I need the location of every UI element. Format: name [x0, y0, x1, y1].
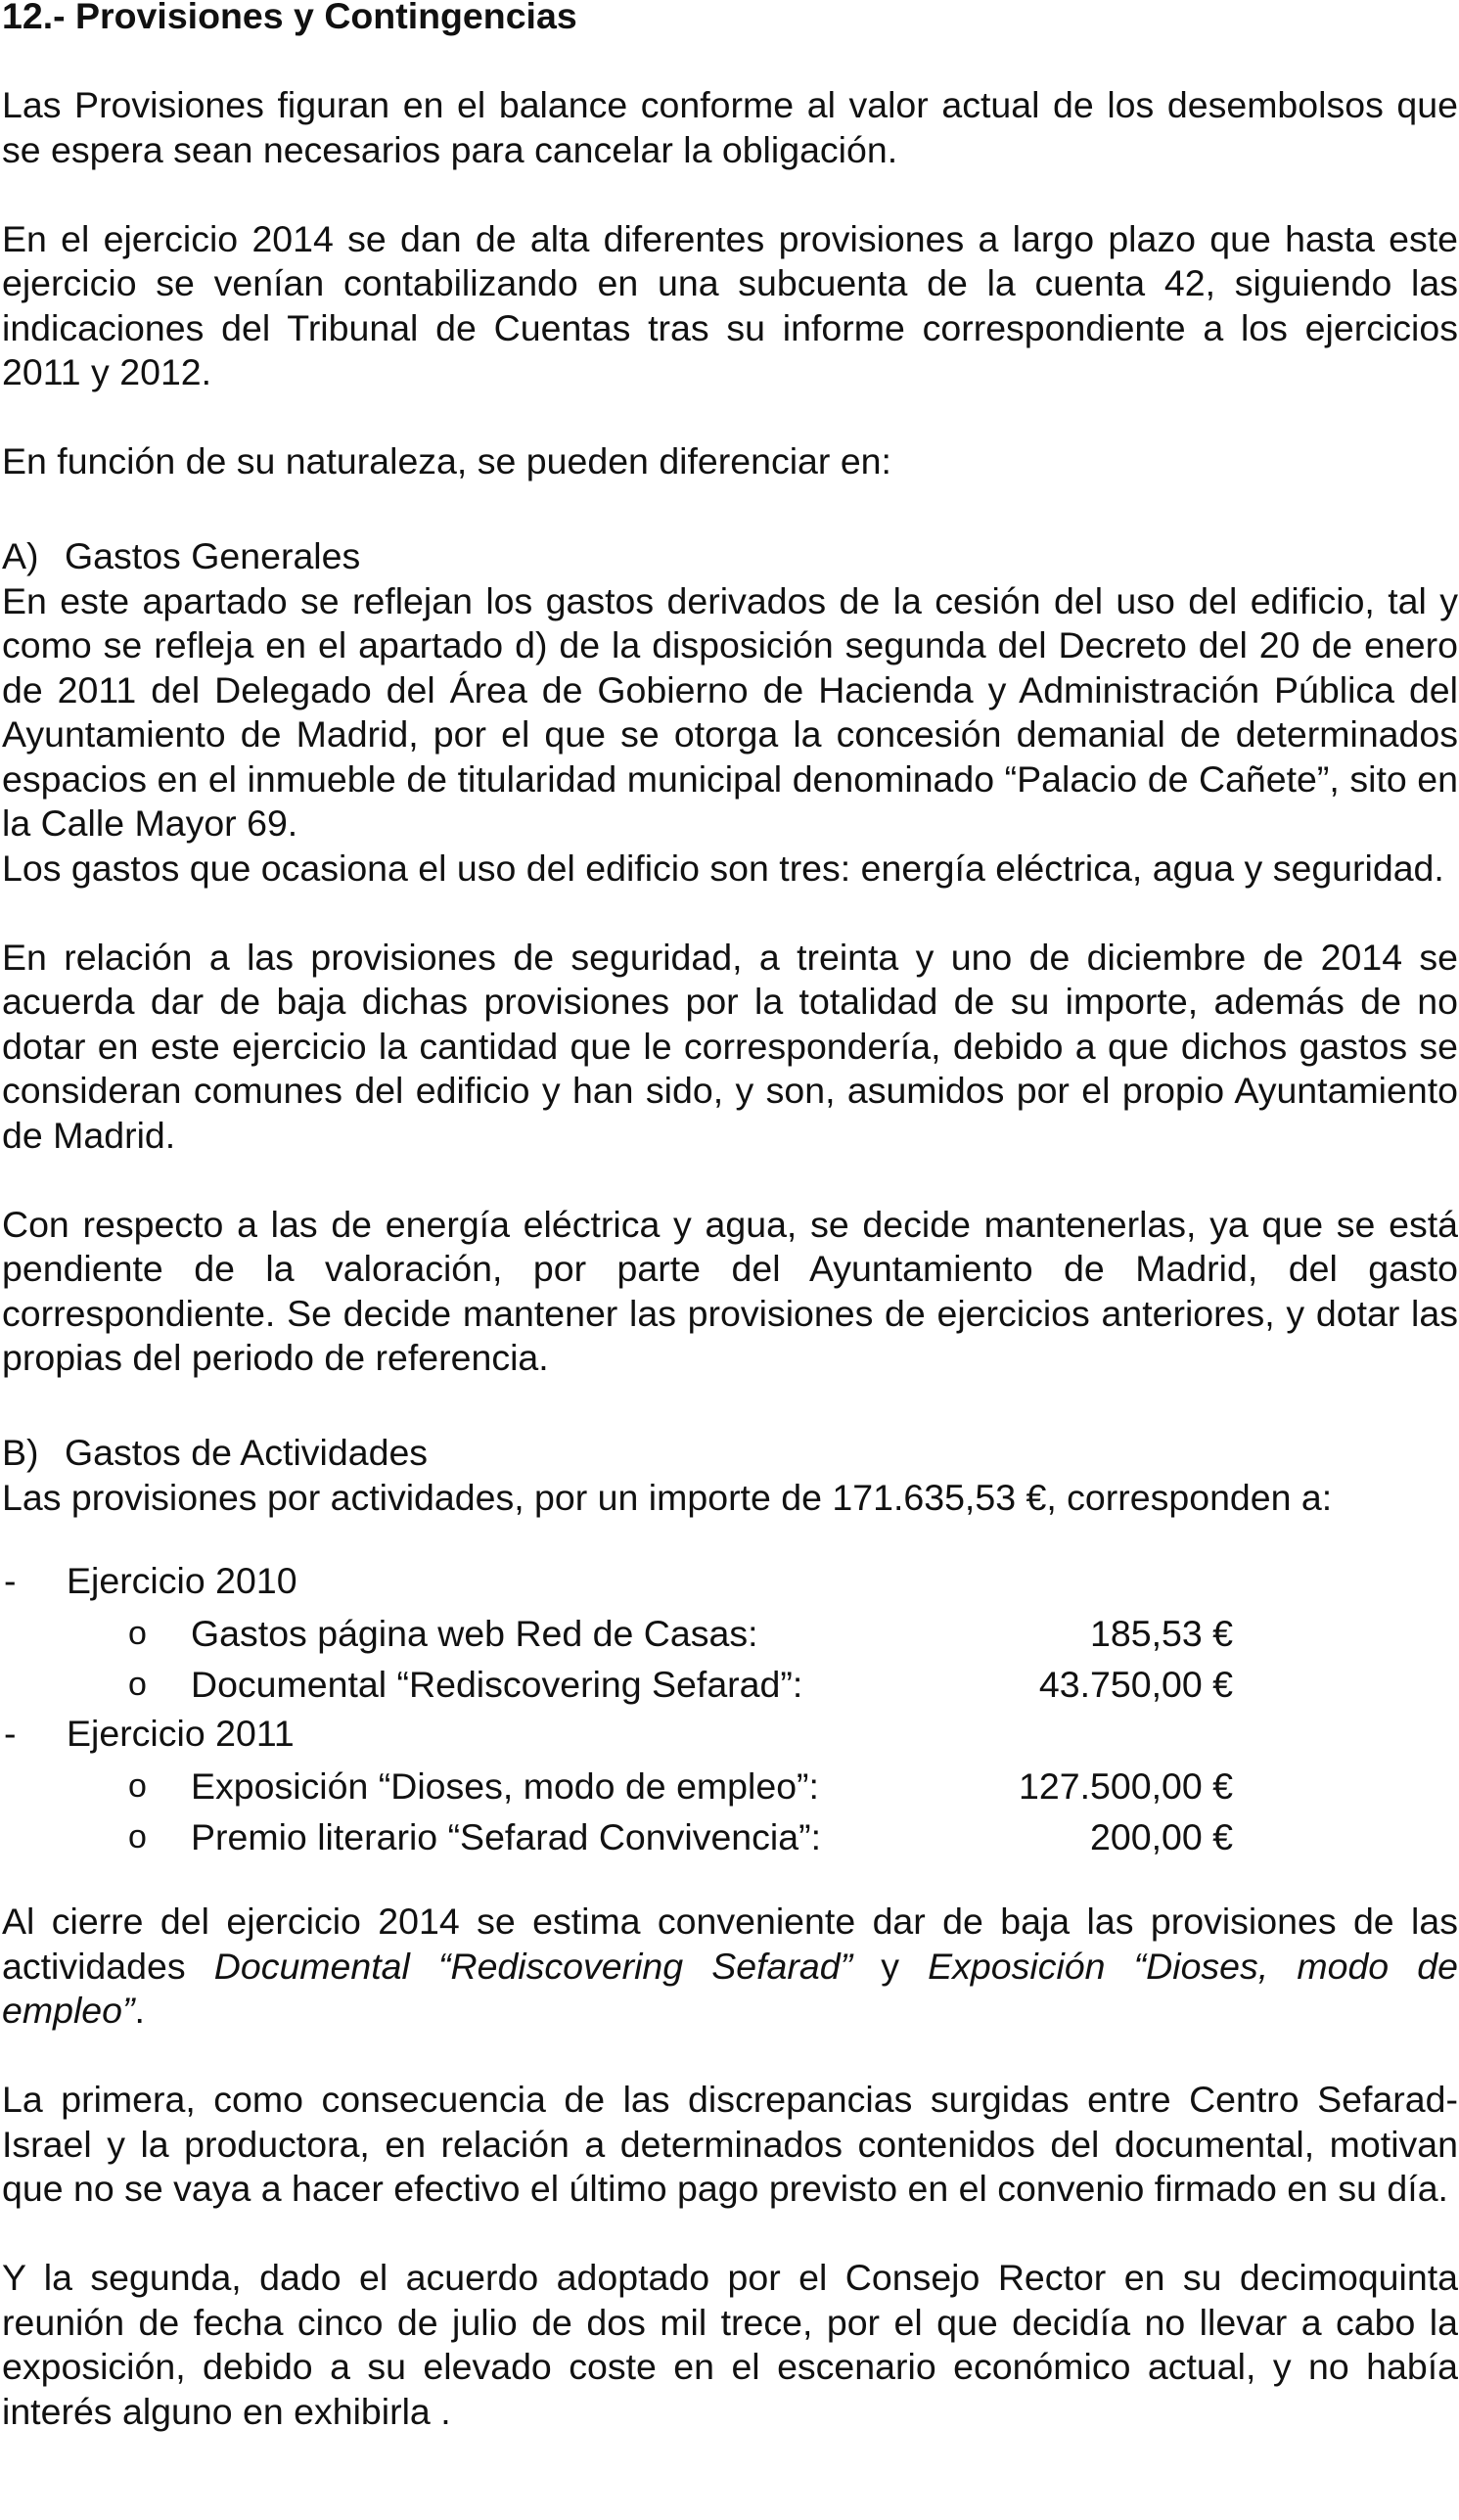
list-year-2010: [2, 1555, 1458, 1606]
list-item: [2, 1657, 1458, 1708]
item-amount: 43.750,00 €: [1038, 1664, 1233, 1705]
paragraph-2014-provisions: En el ejercicio 2014 se dan de alta diferentes provisiones a largo plazo que hasta este ejercicio se venían contabilizando en una subcuenta de la cuenta 42, siguiendo las indicaciones del Tribunal de Cuentas tras su informe correspondiente a los ejercicios 2011 y 2012.: [2, 217, 1458, 392]
dash-marker: -: [4, 1560, 17, 1601]
list-item: [2, 1759, 1458, 1810]
list-item: [2, 1606, 1458, 1657]
bullet-marker: o: [128, 1767, 147, 1805]
heading-letter: B): [2, 1432, 39, 1473]
paragraph-three-costs: Los gastos que ocasiona el uso del edificio son tres: energía eléctrica, agua y seguridad.: [2, 847, 1444, 889]
text-run: .: [134, 1990, 145, 2031]
item-amount: 185,53 €: [1090, 1613, 1233, 1654]
list-year-2011: [2, 1708, 1458, 1759]
bullet-marker: o: [128, 1818, 147, 1856]
text-run: Al cierre del ejercicio 2014 se estima conveniente dar de baja las provisiones de las actividades: [2, 1901, 1458, 1987]
paragraph-provisions-intro: Las Provisiones figuran en el balance conforme al valor actual de los desembolsos que se espera sean necesarios para cancelar la obligación.: [2, 84, 1458, 170]
heading-text: Gastos Generales: [65, 535, 361, 576]
provisions-list: [2, 1555, 1458, 1860]
section-title: 12.- Provisiones y Contingencias: [2, 0, 577, 36]
paragraph-documental-reason: La primera, como consecuencia de las discrepancias surgidas entre Centro Sefarad-Israel y la productora, en relación a determinados contenidos del documental, motivan que no se vaya a hacer efectivo el último pago previsto en el convenio firmado en su día.: [2, 2079, 1458, 2209]
heading-letter: A): [2, 535, 39, 576]
bullet-marker: o: [128, 1666, 147, 1703]
year-label: Ejercicio 2010: [67, 1560, 297, 1601]
document-body: [2, 0, 1458, 2434]
paragraph-energy-water: Con respecto a las de energía eléctrica y agua, se decide mantenerlas, ya que se está pendiente de la valoración, por parte del Ayuntamiento de Madrid, del gasto correspondiente. Se decide mantener las provisiones de ejercicios anteriores, y dotar las propias del periodo de referencia.: [2, 1203, 1458, 1378]
bullet-marker: o: [128, 1615, 147, 1652]
text-run: y: [852, 1945, 929, 1987]
item-amount: 200,00 €: [1090, 1816, 1233, 1857]
item-label: Premio literario “Sefarad Convivencia”:: [191, 1816, 822, 1857]
item-amount: 127.500,00 €: [1019, 1765, 1233, 1807]
dash-marker: -: [4, 1713, 17, 1754]
item-label: Gastos página web Red de Casas:: [191, 1613, 758, 1654]
item-label: Exposición “Dioses, modo de empleo”:: [191, 1765, 819, 1807]
paragraph-activities-intro: Las provisiones por actividades, por un importe de 171.635,53 €, corresponden a:: [2, 1476, 1333, 1518]
paragraph-year-end-write-off: [2, 1900, 1458, 2034]
year-label: Ejercicio 2011: [67, 1713, 295, 1754]
paragraph-nature: En función de su naturaleza, se pueden diferenciar en:: [2, 440, 891, 481]
item-label: Documental “Rediscovering Sefarad”:: [191, 1664, 803, 1705]
heading-text: Gastos de Actividades: [65, 1432, 429, 1473]
emphasis-exposicion: Exposición “Dioses, modo de empleo”: [2, 1945, 1459, 2031]
paragraph-building-costs: En este apartado se reflejan los gastos derivados de la cesión del uso del edificio, tal y como se refleja en el apartado d) de la disposición segunda del Decreto del 20 de enero de 2011 del Delegado del Área de Gobierno de Hacienda y Administración Pública del Ayuntamiento de Madrid, por el que se otorga la concesión demanial de determinados espacios en el inmueble de titularidad municipal denominado “Palacio de Cañete”, sito en la Calle Mayor 69.: [2, 579, 1458, 844]
heading-gastos-generales: [2, 534, 1458, 579]
paragraph-security-provisions: En relación a las provisiones de seguridad, a treinta y uno de diciembre de 2014 se acuerda dar de baja dichas provisiones por la totalidad de su importe, además de no dotar en este ejercicio la cantidad que le correspondería, debido a que dichos gastos se consideran comunes del edificio y han sido, y son, asumidos por el propio Ayuntamiento de Madrid.: [2, 936, 1458, 1156]
emphasis-documental: Documental “Rediscovering Sefarad”: [213, 1945, 853, 1987]
paragraph-exposicion-reason: Y la segunda, dado el acuerdo adoptado por el Consejo Rector en su decimoquinta reunión de fecha cinco de julio de dos mil trece, por el que decidía no llevar a cabo la exposición, debido a su elevado coste en el escenario económico actual, y no había interés alguno en exhibirla .: [2, 2257, 1458, 2432]
heading-gastos-actividades: [2, 1431, 1458, 1476]
list-item: [2, 1810, 1458, 1860]
